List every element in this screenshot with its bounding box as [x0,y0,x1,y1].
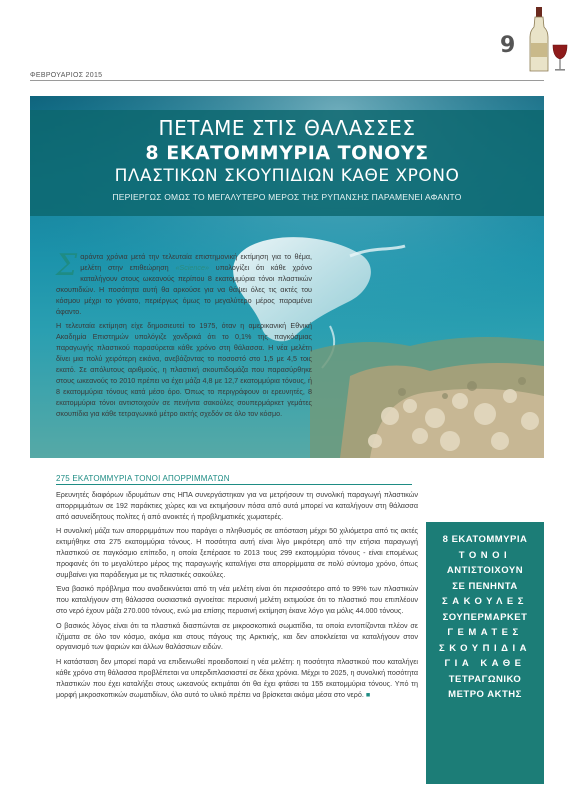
body-paragraph-2: Η συνολική μάζα των απορριμμάτων που παράγει ο πληθυσμός σε απόσταση μέχρι 50 χιλιόμετρα από τις ακτές εκτιμήθηκε στα 275 εκατομμύρια τόνους. Η ποσότητα αυτή είναι λίγο μικρότερη από την ετήσια παραγωγή πλαστικού σε παγκόσμιο επίπεδο, η οποία ξεπέρασε το 2013 τους 299 εκατομμύρια τόνους - είναι επομένως προφανές ότι το μεγαλύτερο μέρος της παραγωγής καταλήγει στα απορρίμματα σε πολύ σύντομο χρόνο, όπως συμβαίνει για παράδειγμα με τις πλαστικές σακούλες. [56,526,418,579]
pull-quote-line: ΤΟΝΟΙ [458,549,512,561]
page-number: 9 [500,33,516,58]
intro-paragraph-1 [56,248,312,317]
journal-name: «Science» [175,262,210,272]
drop-cap: Σ [56,248,78,283]
headline-subtitle: ΠΕΡΙΕΡΓΩΣ ΟΜΩΣ ΤΟ ΜΕΓΑΛΥΤΕΡΟ ΜΕΡΟΣ ΤΗΣ ΡΥΠΑΝΣΗΣ ΠΑΡΑΜΕΝΕΙ ΑΦΑΝΤΟ [112,192,462,202]
issue-date: ΦΕΒΡΟΥΑΡΙΟΣ 2015 [30,72,103,79]
intro-p1-after: υπολογίζει ότι κάθε χρόνο καταλήγουν στους ωκεανούς περίπου 8 εκατομμύρια τόνοι πλαστικών σκουπιδιών. Η ποσότητα αυτή θα αρκούσε για να θάψει όλες τις ακτές του κόσμου μέχρι το γόνατο, περιέργως όμως το μεγαλύτερο μέρος παραμένει άφαντο. [56,262,312,316]
body-paragraph-1: Ερευνητές διαφόρων ιδρυμάτων στις ΗΠΑ συνεργάστηκαν για να μετρήσουν τη συνολική παραγωγή πλαστικών απορριμμάτων σε 192 παράκτιες χώρες και να εκτιμήσουν πόσα από αυτά μπορεί να καταλήγουν στη θάλασσα από ασυνείδητους πολίτες ή από ανοικτές ή προβληματικές χωματερές. [56,490,418,521]
pull-quote-line: ΓΙΑ ΚΑΘΕ [444,658,526,669]
wine-bottle-icon [520,5,570,75]
article-body [56,490,418,704]
pull-quote-line: ΣΑΚΟΥΛΕΣ [442,596,528,607]
pull-quote-line: ΣΕ ΠΕΝΗΝΤΑ [452,580,518,592]
pull-quote-line: 8 ΕΚΑΤΟΜΜΥΡΙΑ [442,534,528,545]
pull-quote-line: ΣΚΟΥΠΙΔΙΑ [439,642,531,654]
pull-quote-line: ΤΕΤΡΑΓΩΝΙΚΟ [448,673,522,685]
pull-quote-line: ΓΕΜΑΤΕΣ [447,627,523,638]
pull-quote-line: ΑΝΤΙΣΤΟΙΧΟΥΝ [446,565,524,576]
intro-paragraph-2: Η τελευταία εκτίμηση είχε δημοσιευτεί το 1975, όταν η αμερικανική Εθνική Ακαδημία Επιστημών υπολόγιζε χονδρικά ότι το 0,1% της παγκόσμιας παραγωγής πλαστικού παρασύρεται κάθε χρόνο στη θάλασσα. Η νέα μελέτη δίνει μια πολύ χειρότερη εικόνα, ανεβάζοντας το ποσοστό στο 1,5 με 4,5 τοις εκατό. Σε απόλυτους αριθμούς, η πλαστική σκουπιδομάζα που παρασύρθηκε στους ωκεανούς το 2010 πρέπει να έχει μάζα 4,8 με 12,7 εκατομμύρια τόνους, ή 8 εκατομμύρια τόνους κατά μέσο όρο. Όπως το περιγράφουν οι ερευνητές, 8 εκατομμύρια τόνοι αντιστοιχούν σε πενήντα σακούλες σουπερμάρκετ γεμάτες σκουπίδια για κάθε τετραγωνικό μέτρο ακτής σχεδόν σε όλο τον κόσμο. [56,321,312,418]
headline-line-3: ΠΛΑΣΤΙΚΩΝ ΣΚΟΥΠΙΔΙΩΝ ΚΑΘΕ ΧΡΟΝΟ [114,166,460,186]
headline-line-2: 8 ΕΚΑΤΟΜΜΥΡΙΑ ΤΟΝΟΥΣ [145,142,429,164]
body-p5-text: Η κατάσταση δεν μπορεί παρά να επιδεινωθεί προειδοποιεί η νέα μελέτη: η ποσότητα πλαστικού που καταλήγει κάθε χρόνο στη θάλασσα προβλέπεται να υπερδιπλασιαστεί σε δέκα χρόνια. Μέχρι το 2025, η συνολική ποσότητα πλαστικών που έχει καταλήξει στους ωκεανούς εκτιμάται ότι θα έχει φτάσει τα 155 εκατομμύρια τόνους. Υπό τη μορφή μικροσκοπικών σωματιδίων, όλο αυτό το υλικό πρέπει να βρίσκεται ακόμα μέσα στο νερό. [56,657,418,699]
pull-quote-line: ΜΕΤΡΟ ΑΚΤΗΣ [448,689,522,700]
intro-text [56,248,312,424]
end-mark: ■ [365,689,371,699]
header-divider [30,80,544,81]
body-paragraph-3: Ένα βασικό πρόβλημα που αναδεικνύεται από τη νέα μελέτη είναι ότι περισσότερο από το 99% των πλαστικών που καταλήγουν στη θάλασσα ουσιαστικά αγνοείται: περυσινή μελέτη εκτιμούσε ότι το πλαστικό που επιπλέουν στο νερό έχουν μάζα 270.000 τόνους, ενώ μια επίσης περυσινή εκτίμηση έκανε λόγο για μόλις 44.000 τόνους. [56,584,418,615]
body-paragraph-5 [56,657,418,700]
section-divider [56,484,412,485]
pull-quote-line: ΣΟΥΠΕΡΜΑΡΚΕΤ [442,611,528,623]
body-paragraph-4: Ο βασικός λόγος είναι ότι τα πλαστικά διασπώνται σε μικροσκοπικά σωματίδια, τα οποία εντοπίζονται πλέον σε ιζήματα σε όλο τον κόσμο, ακόμα και στους πάγους της Αρκτικής, και δεν αποκλείεται να καταλήγουν στον οργανισμό των ψαριών και άλλων θαλάσσιων ειδών. [56,620,418,652]
section-heading: 275 ΕΚΑΤΟΜΜΥΡΙΑ ΤΟΝΟΙ ΑΠΟΡΡΙΜΜΑΤΩΝ [56,474,230,483]
intro-p1-before: αράντα χρόνια μετά την τελευταία επιστημονική εκτίμηση για το θέμα, μελέτη στην επιθεώρηση [80,252,312,272]
pull-quote-box [426,522,544,784]
headline-line-1: ΠΕΤΑΜΕ ΣΤΙΣ ΘΑΛΑΣΣΕΣ [158,116,416,140]
